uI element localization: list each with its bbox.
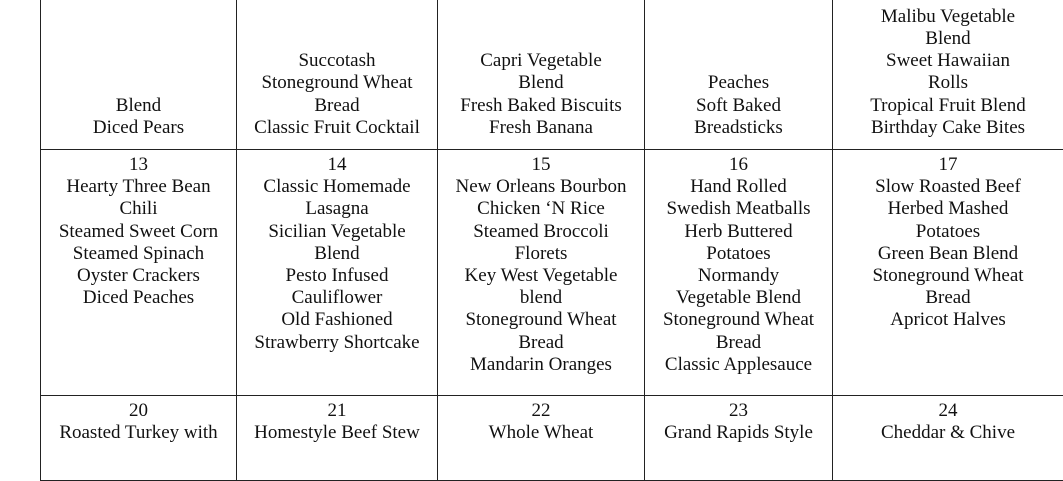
day-cell [438,0,645,150]
menu-item: New Orleans Bourbon [442,176,640,198]
menu-item: Green Bean Blend [837,243,1059,265]
menu-item: Potatoes [837,221,1059,243]
menu-item: Apricot Halves [837,309,1059,331]
week-row [41,150,1063,396]
menu-item: Blend [45,95,232,117]
menu-item: Classic Homemade [241,176,433,198]
menu-item: Homestyle Beef Stew [241,422,433,444]
menu-item: Cauliflower [241,287,433,309]
menu-item: Herb Buttered [649,221,828,243]
menu-item: Stoneground Wheat [442,309,640,331]
menu-item: Blend [442,72,640,94]
menu-item: Stoneground Wheat [649,309,828,331]
menu-item: Sweet Hawaiian [837,50,1059,72]
day-number: 15 [442,154,640,176]
menu-item: Mandarin Oranges [442,354,640,376]
menu-item: Bread [442,332,640,354]
day-cell [645,0,833,150]
menu-item: Malibu Vegetable [837,6,1059,28]
menu-item: Birthday Cake Bites [837,117,1059,139]
menu-item: Roasted Turkey with [45,422,232,444]
menu-item: Bread [649,332,828,354]
menu-item: Succotash [241,50,433,72]
day-cell [833,150,1063,396]
menu-item: Diced Pears [45,117,232,139]
day-number: 14 [241,154,433,176]
menu-item: Lasagna [241,198,433,220]
menu-item: Potatoes [649,243,828,265]
menu-item: Slow Roasted Beef [837,176,1059,198]
menu-item: Hand Rolled [649,176,828,198]
menu-item: Vegetable Blend [649,287,828,309]
menu-item: Fresh Banana [442,117,640,139]
menu-item: Steamed Spinach [45,243,232,265]
week-row [41,0,1063,150]
day-cell [237,150,438,396]
menu-item: Steamed Sweet Corn [45,221,232,243]
menu-item: Stoneground Wheat [837,265,1059,287]
menu-item: Swedish Meatballs [649,198,828,220]
day-number: 21 [241,400,433,422]
menu-item: Key West Vegetable [442,265,640,287]
day-number: 20 [45,400,232,422]
menu-item: Classic Fruit Cocktail [241,117,433,139]
menu-item: Peaches [649,72,828,94]
menu-item: Grand Rapids Style [649,422,828,444]
day-cell [645,396,833,481]
day-cell [438,396,645,481]
day-number: 22 [442,400,640,422]
menu-item: Capri Vegetable [442,50,640,72]
menu-item: Classic Applesauce [649,354,828,376]
menu-item: Cheddar & Chive [837,422,1059,444]
menu-item: Bread [837,287,1059,309]
menu-item: Breadsticks [649,117,828,139]
day-cell [438,150,645,396]
day-number: 17 [837,154,1059,176]
menu-item: Fresh Baked Biscuits [442,95,640,117]
day-cell [833,396,1063,481]
menu-item: Rolls [837,72,1059,94]
menu-item: Blend [837,28,1059,50]
menu-item: Old Fashioned [241,309,433,331]
day-cell [41,396,237,481]
day-number: 13 [45,154,232,176]
day-cell [237,396,438,481]
day-cell [41,0,237,150]
menu-item: Tropical Fruit Blend [837,95,1059,117]
day-cell [833,0,1063,150]
menu-calendar-body [41,0,1063,481]
menu-item: Whole Wheat [442,422,640,444]
menu-item: Soft Baked [649,95,828,117]
menu-item: Chicken ‘N Rice [442,198,640,220]
day-number: 24 [837,400,1059,422]
menu-item: Chili [45,198,232,220]
menu-item: Steamed Broccoli [442,221,640,243]
menu-item: Strawberry Shortcake [241,332,433,354]
week-row [41,396,1063,481]
menu-item: Normandy [649,265,828,287]
menu-item: Oyster Crackers [45,265,232,287]
day-number: 16 [649,154,828,176]
day-number: 23 [649,400,828,422]
day-cell [237,0,438,150]
menu-item: Florets [442,243,640,265]
menu-item: blend [442,287,640,309]
menu-item: Stoneground Wheat [241,72,433,94]
menu-item: Herbed Mashed [837,198,1059,220]
menu-item: Pesto Infused [241,265,433,287]
menu-item: Bread [241,95,433,117]
menu-item: Diced Peaches [45,287,232,309]
day-cell [41,150,237,396]
menu-item: Sicilian Vegetable [241,221,433,243]
day-cell [645,150,833,396]
menu-calendar-table [40,0,1063,481]
menu-item: Blend [241,243,433,265]
menu-item: Hearty Three Bean [45,176,232,198]
